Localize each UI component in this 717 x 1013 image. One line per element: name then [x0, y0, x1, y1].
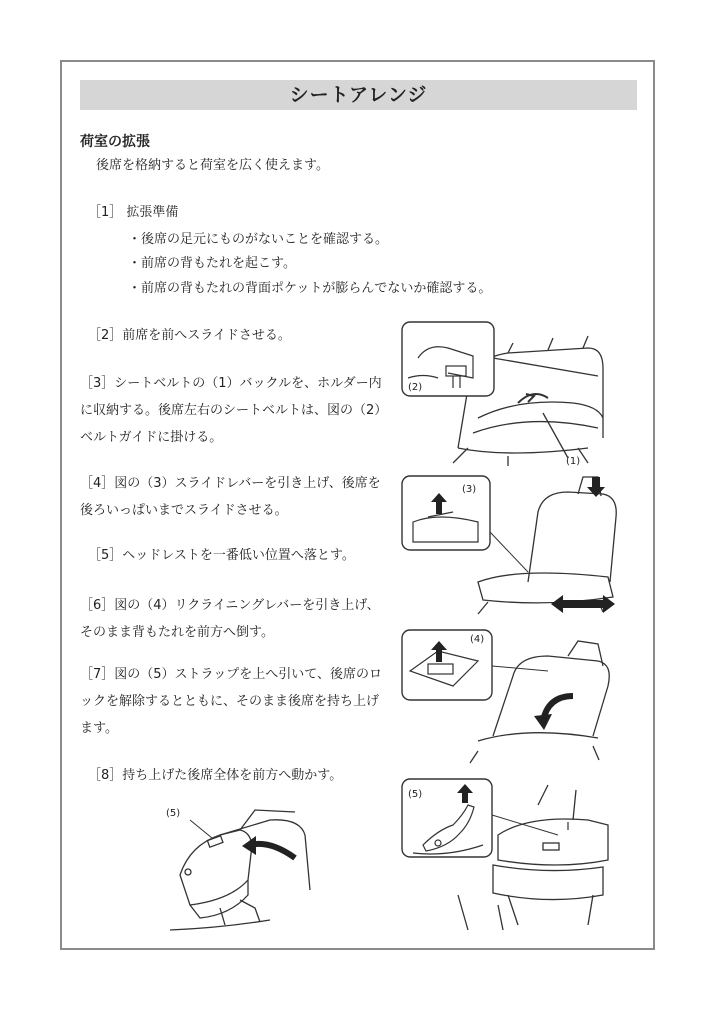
label-recline-lever: (4): [470, 634, 485, 645]
page-title: シートアレンジ: [80, 80, 637, 110]
figure-recline-lever: [398, 626, 623, 766]
label-belt-guide: (2): [408, 382, 423, 393]
step-1-bullet: ・前席の背もたれを起こす。: [128, 256, 296, 271]
label-buckle: (1): [566, 456, 581, 467]
label-strap: (5): [408, 789, 423, 800]
figure-lifted-seat: [160, 800, 330, 935]
figure-strap-folded-seat: [398, 775, 623, 935]
step-5: ［5］ヘッドレストを一番低い位置へ落とす。: [88, 548, 355, 563]
section-intro: 後席を格納すると荷室を広く使えます。: [96, 158, 329, 173]
slide-arrow: [551, 595, 615, 613]
step-2: ［2］前席を前へスライドさせる。: [88, 328, 291, 343]
step-1-bullet: ・後席の足元にものがないことを確認する。: [128, 232, 389, 247]
step-1-bullet: ・前席の背もたれの背面ポケットが膨らんでないか確認する。: [128, 281, 492, 296]
step-7: ［7］図の（5）ストラップを上へ引いて、後席のロックを解除するとともに、そのまま後席を持ち上げます。: [80, 667, 383, 736]
step-3: ［3］シートベルトの（1）バックルを、ホルダー内に収納する。後席左右のシートベルトは、図の（2）ベルトガイドに掛ける。: [80, 376, 388, 445]
figure-buckle-belt-guide: [398, 318, 623, 468]
step-1-label: ［1］ 拡張準備: [88, 205, 179, 220]
section-heading: 荷室の拡張: [80, 134, 150, 150]
figure-slide-lever: [398, 472, 628, 620]
label-strap: (5): [166, 808, 181, 819]
step-6: ［6］図の（4）リクライニングレバーを引き上げ、そのまま背もたれを前方へ倒す。: [80, 598, 380, 640]
step-8: ［8］持ち上げた後席全体を前方へ動かす。: [88, 768, 343, 783]
step-4: ［4］図の（3）スライドレバーを引き上げ、後席を後ろいっぱいまでスライドさせる。: [80, 476, 381, 518]
label-slide-lever: (3): [462, 484, 477, 495]
recline-arrow: [534, 714, 552, 730]
move-forward-arrow: [242, 836, 256, 855]
